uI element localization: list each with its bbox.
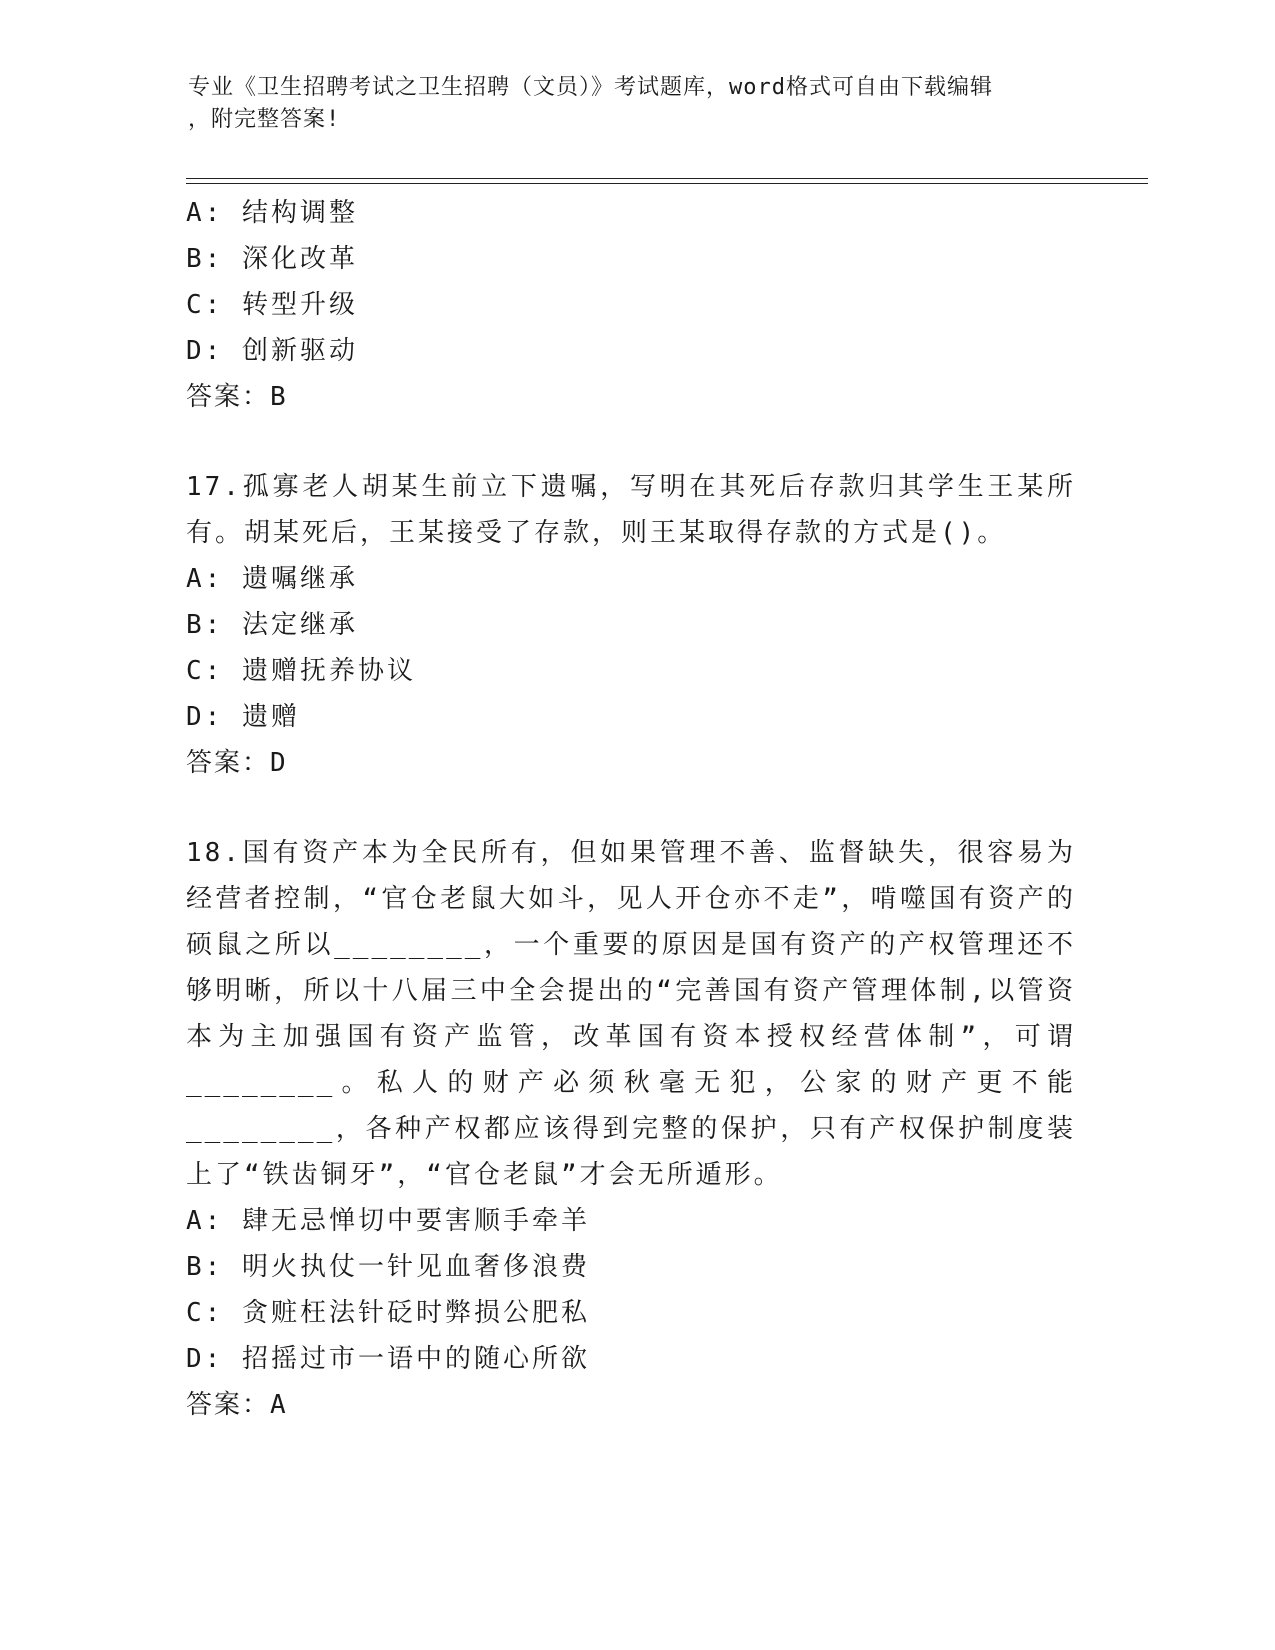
answer-label: 答案：: [186, 748, 271, 778]
header-divider-bottom: [186, 183, 1148, 184]
question-list: [186, 190, 1086, 1428]
answer-line: [186, 740, 1086, 786]
option-d: D: 招摇过市一语中的随心所欲: [186, 1344, 590, 1374]
option-a: A: 遗嘱继承: [186, 564, 358, 594]
option-b: B: 法定继承: [186, 610, 358, 640]
option-a: A: 结构调整: [186, 198, 358, 228]
answer-label: 答案：: [186, 1390, 271, 1420]
question-block-16: [186, 190, 1086, 420]
option-d: D: 遗赠: [186, 702, 300, 732]
question-text: 17.孤寡老人胡某生前立下遗嘱，写明在其死后存款归其学生王某所有。胡某死后，王某接受了存款，则王某取得存款的方式是()。: [186, 472, 1076, 548]
header-divider-top: [186, 178, 1148, 179]
option-c: C: 遗赠抚养协议: [186, 656, 416, 686]
question-block-18: [186, 830, 1086, 1428]
option-b: B: 明火执仗一针见血奢侈浪费: [186, 1252, 590, 1282]
document-header: [188, 72, 1068, 136]
answer-value: B: [270, 382, 288, 412]
answer-line: [186, 1382, 1086, 1428]
option-c: C: 贪赃枉法针砭时弊损公肥私: [186, 1298, 590, 1328]
header-line-1: 专业《卫生招聘考试之卫生招聘（文员）》考试题库，word格式可自由下载编辑: [188, 75, 993, 100]
option-a: A: 肆无忌惮切中要害顺手牵羊: [186, 1206, 590, 1236]
answer-value: D: [270, 748, 288, 778]
option-d: D: 创新驱动: [186, 336, 358, 366]
question-text: 18.国有资产本为全民所有，但如果管理不善、监督缺失，很容易为经营者控制，“官仓老鼠大如斗，见人开仓亦不走”，啃噬国有资产的硕鼠之所以________，一个重要的原因是国有资产的产权管理还不够明晰，所以十八届三中全会提出的“完善国有资产管理体制,以管资本为主加强国有资产监管，改革国有资本授权经营体制”，可谓________。私人的财产必须秋毫无犯，公家的财产更不能________，各种产权都应该得到完整的保护，只有产权保护制度装上了“铁齿铜牙”，“官仓老鼠”才会无所遁形。: [186, 838, 1076, 1190]
option-b: B: 深化改革: [186, 244, 358, 274]
answer-line: [186, 374, 1086, 420]
answer-value: A: [270, 1390, 288, 1420]
option-c: C: 转型升级: [186, 290, 358, 320]
question-block-17: [186, 464, 1086, 786]
answer-label: 答案：: [186, 382, 271, 412]
header-line-2: ，附完整答案!: [188, 107, 341, 132]
